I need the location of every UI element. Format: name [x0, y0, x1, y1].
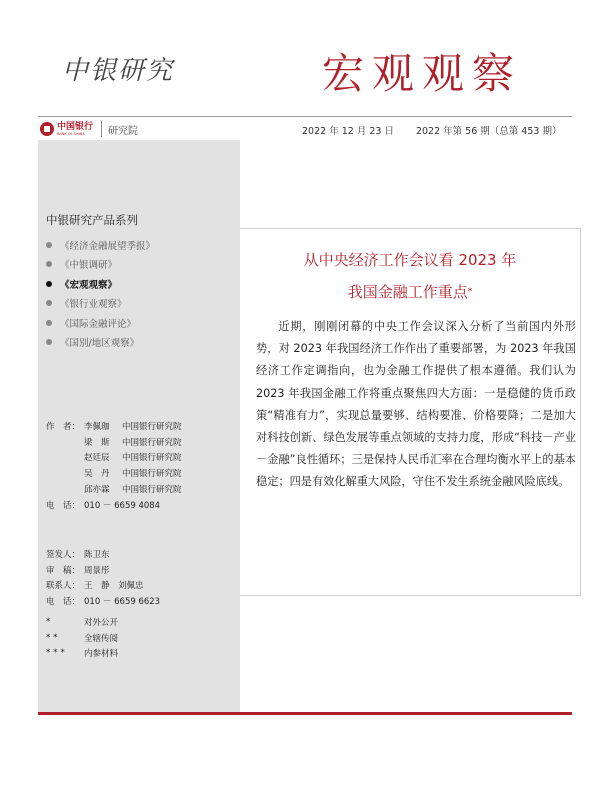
reviewer-name: 周景彤 [84, 565, 110, 576]
author-name: 吴 丹 [84, 469, 110, 480]
authors-block [46, 418, 182, 513]
bullet-icon [46, 320, 52, 326]
calligraphy-logo: 中银研究 [62, 56, 175, 86]
product-label: 《宏观观察》 [60, 279, 118, 291]
headline-line-2: 我国金融工作重点 [347, 283, 468, 301]
product-item[interactable] [46, 313, 155, 333]
product-label: 《国际金融评论》 [60, 318, 137, 330]
security-stars: *** [46, 648, 68, 659]
issue-number: 2022 年第 56 期（总第 453 期） [415, 126, 562, 137]
header-divider [38, 116, 572, 117]
bullet-icon [46, 242, 52, 248]
security-stars: * [46, 616, 54, 627]
product-item-active[interactable] [46, 274, 155, 294]
product-item[interactable] [46, 333, 155, 353]
logo-cn-text: 中国银行 [57, 121, 94, 132]
phone-label: 电 话： [46, 500, 81, 511]
author-org: 中国银行研究院 [122, 453, 182, 464]
date-line [302, 123, 561, 137]
author-org: 中国银行研究院 [122, 469, 182, 480]
author-org: 中国银行研究院 [122, 485, 182, 496]
footer-divider [38, 712, 572, 715]
product-label: 《国别/地区观察》 [60, 338, 140, 350]
author-org: 中国银行研究院 [122, 437, 182, 448]
contact-phone-label: 电 话： [46, 597, 81, 608]
contact-phone: 010 － 6659 6623 [84, 597, 161, 608]
bullet-icon [46, 261, 52, 267]
author-org: 中国银行研究院 [122, 421, 182, 432]
product-label: 《银行业观察》 [60, 299, 127, 311]
signer-name: 陈卫东 [84, 549, 110, 560]
author-phone: 010 － 6659 4084 [84, 500, 161, 511]
product-label: 《中银调研》 [60, 260, 118, 272]
author-name: 邱亦霖 [84, 485, 110, 496]
contact-names: 王 静 刘佩忠 [84, 581, 144, 592]
contact-label: 联系人： [46, 581, 81, 592]
article-headline [240, 244, 580, 308]
bullet-icon [46, 281, 52, 287]
bullet-icon [46, 339, 52, 345]
bank-of-china-icon [40, 122, 54, 136]
author-name: 李佩珈 [84, 421, 110, 432]
security-label: 对外公开 [84, 617, 119, 628]
publish-date: 2022 年 12 月 23 日 [302, 126, 394, 137]
logo-separator [101, 121, 102, 137]
product-label: 《经济金融展望季报》 [60, 240, 156, 252]
security-stars: ** [46, 632, 61, 643]
product-item[interactable] [46, 255, 155, 275]
author-name: 赵廷辰 [84, 453, 110, 464]
approval-block [46, 546, 160, 609]
article-body: 近期，刚刚闭幕的中央工作会议深入分析了当前国内外形势，对 2023 年我国经济工作作出了重要部署，为 2023 年我国经济工作定调指向，也为金融工作提供了根本遵循。我们认为 2023 年我国金融工作将重点聚焦四大方面：一是稳健的货币政策“精准有力”，实现总量要够、结构要准、价格要降；二是加大对科技创新、绿色发展等重点领域的支持力度，形成“科技－产业－金融”良性循环；三是保持人民币汇率在合理均衡水平上的基本稳定；四是有效化解重大风险，守住不发生系统金融风险底线。 [256, 320, 576, 489]
signer-label: 签发人： [46, 549, 81, 560]
security-label: 内参材料 [84, 649, 119, 660]
authors-label: 作 者： [46, 421, 81, 432]
series-title: 宏观观察 [322, 49, 523, 98]
institute-label: 研究院 [108, 125, 139, 137]
security-label: 全辖传阅 [84, 633, 119, 644]
bullet-icon [46, 300, 52, 306]
product-item[interactable] [46, 235, 155, 255]
reviewer-label: 审 稿： [46, 565, 81, 576]
product-series-title: 中银研究产品系列 [46, 213, 138, 227]
product-list [46, 235, 155, 352]
footnote-mark: * [467, 287, 473, 297]
security-levels [46, 614, 118, 661]
logo-en-text: BANK OF CHINA [57, 131, 85, 136]
product-item[interactable] [46, 294, 155, 314]
bank-logo [40, 120, 138, 138]
author-name: 梁 斯 [84, 437, 110, 448]
headline-line-1: 从中央经济工作会议看 2023 年 [303, 251, 517, 269]
